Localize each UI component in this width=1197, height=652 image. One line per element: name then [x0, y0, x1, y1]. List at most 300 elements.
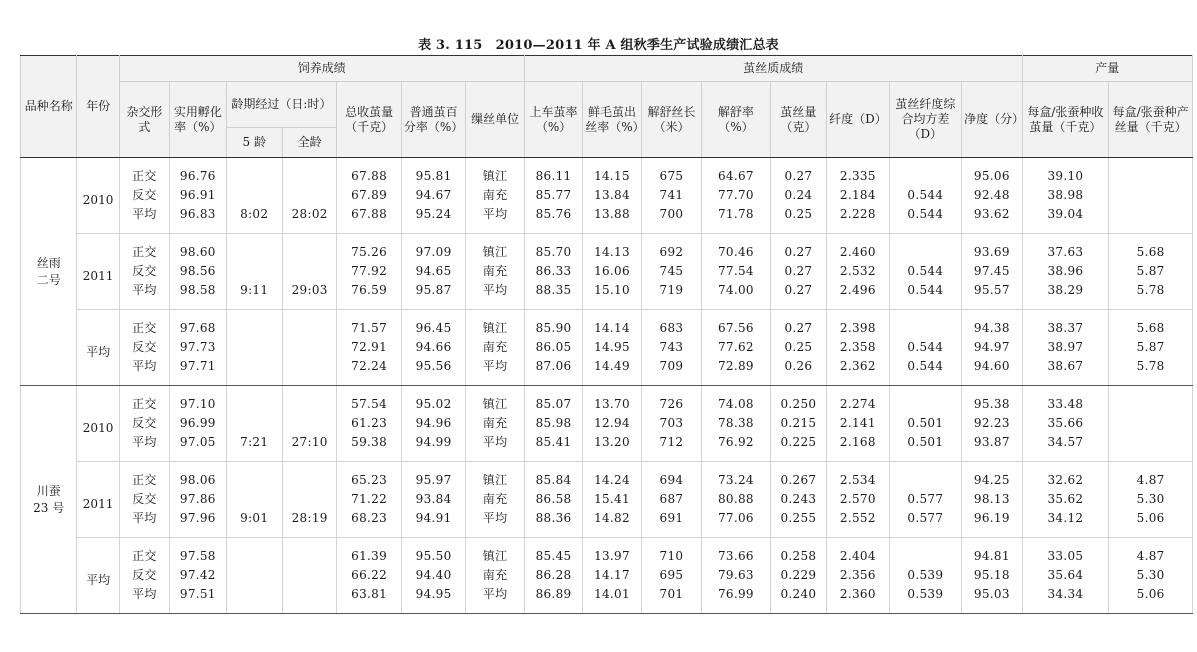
empty-cell — [282, 310, 336, 339]
header-fresh-cocoon-silk: 鲜毛茧出丝率（%） — [583, 82, 641, 158]
neat-cell: 95.06 — [962, 158, 1022, 187]
var-cell: 0.544 — [889, 357, 962, 386]
yc-cell: 38.37 — [1022, 310, 1109, 339]
header-instar-duration: 龄期经过（日:时） — [226, 82, 337, 128]
silk-cell: 0.243 — [770, 490, 826, 509]
neat-cell: 97.45 — [962, 262, 1022, 281]
neat-cell: 94.25 — [962, 462, 1022, 491]
header-filament-length: 解舒丝长（米） — [641, 82, 701, 158]
neat-cell: 93.87 — [962, 433, 1022, 462]
reel-cell: 85.77 — [524, 186, 582, 205]
neat-cell: 92.48 — [962, 186, 1022, 205]
hatch-cell: 97.68 — [170, 310, 226, 339]
var-cell — [889, 462, 962, 491]
fresh-cell: 13.70 — [583, 386, 641, 415]
neat-cell: 98.13 — [962, 490, 1022, 509]
yc-cell: 33.05 — [1022, 538, 1109, 567]
len-cell: 683 — [641, 310, 701, 339]
reel-cell: 85.45 — [524, 538, 582, 567]
neat-cell: 93.62 — [962, 205, 1022, 234]
var-cell — [889, 234, 962, 263]
normal-cell: 94.95 — [401, 585, 465, 614]
variety-name-cell: 川蚕23 号 — [21, 386, 77, 614]
ys-cell: 5.06 — [1109, 585, 1193, 614]
var-cell — [889, 310, 962, 339]
len-cell: 687 — [641, 490, 701, 509]
cross-cell: 反交 — [119, 186, 169, 205]
hatch-cell: 96.76 — [170, 158, 226, 187]
header-variety: 品种名称 — [21, 56, 77, 158]
table-row — [21, 234, 1193, 263]
header-reeling-unit: 缫丝单位 — [466, 82, 525, 158]
cross-cell: 正交 — [119, 462, 169, 491]
silk-cell: 0.27 — [770, 281, 826, 310]
empty-cell — [226, 158, 282, 187]
header-group-yield: 产量 — [1022, 56, 1192, 82]
reel-cell: 85.41 — [524, 433, 582, 462]
cross-cell: 反交 — [119, 262, 169, 281]
hatch-cell: 96.91 — [170, 186, 226, 205]
header-silk-weight: 茧丝量（克） — [770, 82, 826, 158]
reel-cell: 87.06 — [524, 357, 582, 386]
ys-cell: 5.30 — [1109, 490, 1193, 509]
neat-cell: 93.69 — [962, 234, 1022, 263]
ys-cell — [1109, 433, 1193, 462]
normal-cell: 94.65 — [401, 262, 465, 281]
ys-cell: 5.68 — [1109, 310, 1193, 339]
hatch-cell: 96.99 — [170, 414, 226, 433]
var-cell: 0.501 — [889, 414, 962, 433]
unit-cell: 南充 — [466, 490, 525, 509]
silk-cell: 0.24 — [770, 186, 826, 205]
normal-cell: 94.96 — [401, 414, 465, 433]
header-yield-cocoon-box: 每盒/张蚕种收茧量（千克） — [1022, 82, 1109, 158]
len-cell: 741 — [641, 186, 701, 205]
normal-cell: 95.24 — [401, 205, 465, 234]
empty-cell — [226, 462, 282, 491]
ys-cell: 4.87 — [1109, 538, 1193, 567]
reelab-cell: 79.63 — [702, 566, 771, 585]
silk-cell: 0.27 — [770, 234, 826, 263]
yc-cell: 39.04 — [1022, 205, 1109, 234]
neat-cell: 92.23 — [962, 414, 1022, 433]
reel-cell: 85.07 — [524, 386, 582, 415]
empty-cell — [282, 490, 336, 509]
reelab-cell: 74.08 — [702, 386, 771, 415]
hatch-cell: 97.42 — [170, 566, 226, 585]
len-cell: 719 — [641, 281, 701, 310]
hatch-cell: 96.83 — [170, 205, 226, 234]
silk-cell: 0.25 — [770, 338, 826, 357]
size-cell: 2.356 — [827, 566, 889, 585]
size-cell: 2.358 — [827, 338, 889, 357]
len-cell: 675 — [641, 158, 701, 187]
unit-cell: 平均 — [466, 585, 525, 614]
reel-cell: 86.28 — [524, 566, 582, 585]
reelab-cell: 72.89 — [702, 357, 771, 386]
year-cell: 2010 — [77, 158, 119, 234]
reelab-cell: 76.92 — [702, 433, 771, 462]
instar-all-cell: 27:10 — [282, 433, 336, 462]
var-cell: 0.539 — [889, 566, 962, 585]
fresh-cell: 13.97 — [583, 538, 641, 567]
neat-cell: 94.81 — [962, 538, 1022, 567]
fresh-cell: 15.10 — [583, 281, 641, 310]
size-cell: 2.460 — [827, 234, 889, 263]
cross-cell: 正交 — [119, 310, 169, 339]
reel-cell: 86.33 — [524, 262, 582, 281]
reelab-cell: 67.56 — [702, 310, 771, 339]
reelab-cell: 77.06 — [702, 509, 771, 538]
reel-cell: 85.98 — [524, 414, 582, 433]
table-row — [21, 186, 1193, 205]
hatch-cell: 97.10 — [170, 386, 226, 415]
normal-cell: 94.66 — [401, 338, 465, 357]
header-year: 年份 — [77, 56, 119, 158]
header-instar5: 5 龄 — [226, 128, 282, 158]
table-row — [21, 585, 1193, 614]
header-reel-rate: 上车茧率（%） — [524, 82, 582, 158]
neat-cell: 94.38 — [962, 310, 1022, 339]
instar-all-cell: 28:02 — [282, 205, 336, 234]
neat-cell: 94.60 — [962, 357, 1022, 386]
len-cell: 703 — [641, 414, 701, 433]
unit-cell: 平均 — [466, 357, 525, 386]
header-reelability: 解舒率（%） — [702, 82, 771, 158]
ys-cell — [1109, 205, 1193, 234]
empty-cell — [282, 234, 336, 263]
hatch-cell: 98.06 — [170, 462, 226, 491]
silk-cell: 0.250 — [770, 386, 826, 415]
table-row — [21, 281, 1193, 310]
header-cross-type: 杂交形式 — [119, 82, 169, 158]
results-table — [20, 55, 1193, 614]
yc-cell: 32.62 — [1022, 462, 1109, 491]
total-cell: 76.59 — [337, 281, 401, 310]
reelab-cell: 70.46 — [702, 234, 771, 263]
fresh-cell: 14.49 — [583, 357, 641, 386]
unit-cell: 镇江 — [466, 538, 525, 567]
fresh-cell: 16.06 — [583, 262, 641, 281]
table-row — [21, 205, 1193, 234]
reelab-cell: 73.66 — [702, 538, 771, 567]
reel-cell: 85.84 — [524, 462, 582, 491]
instar5-cell — [226, 357, 282, 386]
silk-cell: 0.27 — [770, 158, 826, 187]
reelab-cell: 76.99 — [702, 585, 771, 614]
yc-cell: 37.63 — [1022, 234, 1109, 263]
table-body — [21, 158, 1193, 614]
ys-cell — [1109, 186, 1193, 205]
len-cell: 692 — [641, 234, 701, 263]
size-cell: 2.404 — [827, 538, 889, 567]
ys-cell: 5.87 — [1109, 338, 1193, 357]
empty-cell — [282, 414, 336, 433]
silk-cell: 0.229 — [770, 566, 826, 585]
size-cell: 2.532 — [827, 262, 889, 281]
neat-cell: 95.38 — [962, 386, 1022, 415]
fresh-cell: 13.84 — [583, 186, 641, 205]
normal-cell: 95.56 — [401, 357, 465, 386]
silk-cell: 0.225 — [770, 433, 826, 462]
unit-cell: 镇江 — [466, 310, 525, 339]
instar5-cell — [226, 585, 282, 614]
var-cell: 0.577 — [889, 490, 962, 509]
fresh-cell: 14.82 — [583, 509, 641, 538]
neat-cell: 95.57 — [962, 281, 1022, 310]
total-cell: 67.89 — [337, 186, 401, 205]
silk-cell: 0.27 — [770, 310, 826, 339]
instar-all-cell — [282, 585, 336, 614]
year-cell: 平均 — [77, 538, 119, 614]
var-cell: 0.539 — [889, 585, 962, 614]
cross-cell: 平均 — [119, 509, 169, 538]
size-cell: 2.168 — [827, 433, 889, 462]
size-cell: 2.335 — [827, 158, 889, 187]
yc-cell: 35.66 — [1022, 414, 1109, 433]
fresh-cell: 14.14 — [583, 310, 641, 339]
fresh-cell: 13.88 — [583, 205, 641, 234]
instar-all-cell: 28:19 — [282, 509, 336, 538]
unit-cell: 镇江 — [466, 386, 525, 415]
total-cell: 71.57 — [337, 310, 401, 339]
hatch-cell: 98.58 — [170, 281, 226, 310]
silk-cell: 0.26 — [770, 357, 826, 386]
var-cell: 0.544 — [889, 281, 962, 310]
unit-cell: 镇江 — [466, 234, 525, 263]
hatch-cell: 97.96 — [170, 509, 226, 538]
table-title: 表 3. 115 2010—2011 年 A 组秋季生产试验成绩汇总表 — [418, 38, 779, 53]
unit-cell: 平均 — [466, 509, 525, 538]
normal-cell: 94.91 — [401, 509, 465, 538]
total-cell: 65.23 — [337, 462, 401, 491]
silk-cell: 0.258 — [770, 538, 826, 567]
fresh-cell: 14.13 — [583, 234, 641, 263]
header-size: 纤度（D） — [827, 82, 889, 158]
size-cell: 2.184 — [827, 186, 889, 205]
yc-cell: 34.57 — [1022, 433, 1109, 462]
total-cell: 71.22 — [337, 490, 401, 509]
empty-cell — [226, 538, 282, 567]
total-cell: 61.23 — [337, 414, 401, 433]
yc-cell: 35.62 — [1022, 490, 1109, 509]
total-cell: 59.38 — [337, 433, 401, 462]
unit-cell: 平均 — [466, 281, 525, 310]
header-neatness: 净度（分） — [962, 82, 1022, 158]
unit-cell: 南充 — [466, 186, 525, 205]
reel-cell: 86.05 — [524, 338, 582, 357]
empty-cell — [226, 310, 282, 339]
header-yield-silk-box: 每盒/张蚕种产丝量（千克） — [1109, 82, 1193, 158]
len-cell: 745 — [641, 262, 701, 281]
cross-cell: 反交 — [119, 414, 169, 433]
empty-cell — [226, 414, 282, 433]
table-row — [21, 462, 1193, 491]
reelab-cell: 74.00 — [702, 281, 771, 310]
empty-cell — [226, 386, 282, 415]
len-cell: 710 — [641, 538, 701, 567]
len-cell: 700 — [641, 205, 701, 234]
yc-cell: 38.98 — [1022, 186, 1109, 205]
instar5-cell: 9:01 — [226, 509, 282, 538]
year-cell: 平均 — [77, 310, 119, 386]
empty-cell — [282, 262, 336, 281]
var-cell: 0.544 — [889, 186, 962, 205]
var-cell: 0.577 — [889, 509, 962, 538]
instar5-cell: 7:21 — [226, 433, 282, 462]
neat-cell: 95.18 — [962, 566, 1022, 585]
total-cell: 77.92 — [337, 262, 401, 281]
cross-cell: 反交 — [119, 490, 169, 509]
size-cell: 2.141 — [827, 414, 889, 433]
len-cell: 691 — [641, 509, 701, 538]
size-cell: 2.228 — [827, 205, 889, 234]
empty-cell — [282, 462, 336, 491]
size-cell: 2.398 — [827, 310, 889, 339]
yc-cell: 38.67 — [1022, 357, 1109, 386]
len-cell: 695 — [641, 566, 701, 585]
empty-cell — [226, 566, 282, 585]
hatch-cell: 97.05 — [170, 433, 226, 462]
silk-cell: 0.267 — [770, 462, 826, 491]
total-cell: 61.39 — [337, 538, 401, 567]
cross-cell: 反交 — [119, 566, 169, 585]
normal-cell: 94.99 — [401, 433, 465, 462]
hatch-cell: 97.73 — [170, 338, 226, 357]
table-row — [21, 538, 1193, 567]
reelab-cell: 77.62 — [702, 338, 771, 357]
cross-cell: 反交 — [119, 338, 169, 357]
yc-cell: 33.48 — [1022, 386, 1109, 415]
total-cell: 66.22 — [337, 566, 401, 585]
len-cell: 712 — [641, 433, 701, 462]
reel-cell: 85.76 — [524, 205, 582, 234]
ys-cell: 5.68 — [1109, 234, 1193, 263]
len-cell: 694 — [641, 462, 701, 491]
unit-cell: 南充 — [466, 338, 525, 357]
normal-cell: 94.67 — [401, 186, 465, 205]
normal-cell: 95.81 — [401, 158, 465, 187]
var-cell: 0.501 — [889, 433, 962, 462]
year-cell: 2011 — [77, 462, 119, 538]
table-row — [21, 158, 1193, 187]
ys-cell: 5.87 — [1109, 262, 1193, 281]
empty-cell — [282, 186, 336, 205]
table-row — [21, 386, 1193, 415]
reel-cell: 85.90 — [524, 310, 582, 339]
size-cell: 2.570 — [827, 490, 889, 509]
header-group-cocoon: 茧丝质成绩 — [524, 56, 1022, 82]
unit-cell: 南充 — [466, 262, 525, 281]
total-cell: 63.81 — [337, 585, 401, 614]
normal-cell: 94.40 — [401, 566, 465, 585]
instar5-cell: 9:11 — [226, 281, 282, 310]
size-cell: 2.552 — [827, 509, 889, 538]
year-cell: 2010 — [77, 386, 119, 462]
size-cell: 2.534 — [827, 462, 889, 491]
var-cell — [889, 158, 962, 187]
yc-cell: 35.64 — [1022, 566, 1109, 585]
table-row — [21, 414, 1193, 433]
ys-cell: 5.78 — [1109, 281, 1193, 310]
fresh-cell: 14.24 — [583, 462, 641, 491]
empty-cell — [226, 262, 282, 281]
ys-cell: 5.30 — [1109, 566, 1193, 585]
len-cell: 709 — [641, 357, 701, 386]
fresh-cell: 14.01 — [583, 585, 641, 614]
ys-cell — [1109, 414, 1193, 433]
var-cell — [889, 386, 962, 415]
cross-cell: 正交 — [119, 158, 169, 187]
reel-cell: 86.11 — [524, 158, 582, 187]
cross-cell: 平均 — [119, 357, 169, 386]
yc-cell: 38.29 — [1022, 281, 1109, 310]
fresh-cell: 15.41 — [583, 490, 641, 509]
empty-cell — [226, 490, 282, 509]
header-total-cocoon: 总收茧量（千克） — [337, 82, 401, 158]
header-hatch-rate: 实用孵化率（%） — [170, 82, 226, 158]
unit-cell: 平均 — [466, 205, 525, 234]
total-cell: 67.88 — [337, 205, 401, 234]
total-cell: 68.23 — [337, 509, 401, 538]
silk-cell: 0.25 — [770, 205, 826, 234]
ys-cell: 4.87 — [1109, 462, 1193, 491]
table-row — [21, 566, 1193, 585]
hatch-cell: 98.56 — [170, 262, 226, 281]
fresh-cell: 14.95 — [583, 338, 641, 357]
unit-cell: 镇江 — [466, 158, 525, 187]
len-cell: 701 — [641, 585, 701, 614]
normal-cell: 95.87 — [401, 281, 465, 310]
normal-cell: 95.50 — [401, 538, 465, 567]
unit-cell: 南充 — [466, 566, 525, 585]
total-cell: 67.88 — [337, 158, 401, 187]
fresh-cell: 14.15 — [583, 158, 641, 187]
header-instar-all: 全龄 — [282, 128, 336, 158]
neat-cell: 94.97 — [962, 338, 1022, 357]
total-cell: 75.26 — [337, 234, 401, 263]
yc-cell: 34.12 — [1022, 509, 1109, 538]
total-cell: 72.91 — [337, 338, 401, 357]
header-normal-cocoon-pct: 普通茧百分率（%） — [401, 82, 465, 158]
empty-cell — [282, 566, 336, 585]
silk-cell: 0.27 — [770, 262, 826, 281]
cross-cell: 平均 — [119, 585, 169, 614]
reelab-cell: 77.70 — [702, 186, 771, 205]
ys-cell: 5.78 — [1109, 357, 1193, 386]
header-size-variance: 茧丝纤度综合均方差（D） — [889, 82, 962, 158]
empty-cell — [226, 186, 282, 205]
unit-cell: 镇江 — [466, 462, 525, 491]
table-row — [21, 433, 1193, 462]
variety-name-cell: 丝雨二号 — [21, 158, 77, 386]
ys-cell — [1109, 158, 1193, 187]
var-cell — [889, 538, 962, 567]
table-row — [21, 310, 1193, 339]
cross-cell: 平均 — [119, 205, 169, 234]
instar-all-cell — [282, 357, 336, 386]
empty-cell — [226, 338, 282, 357]
len-cell: 726 — [641, 386, 701, 415]
hatch-cell: 97.51 — [170, 585, 226, 614]
len-cell: 743 — [641, 338, 701, 357]
unit-cell: 南充 — [466, 414, 525, 433]
yc-cell: 34.34 — [1022, 585, 1109, 614]
normal-cell: 95.02 — [401, 386, 465, 415]
header-group-feeding: 饲养成绩 — [119, 56, 524, 82]
table-row — [21, 262, 1193, 281]
neat-cell: 96.19 — [962, 509, 1022, 538]
